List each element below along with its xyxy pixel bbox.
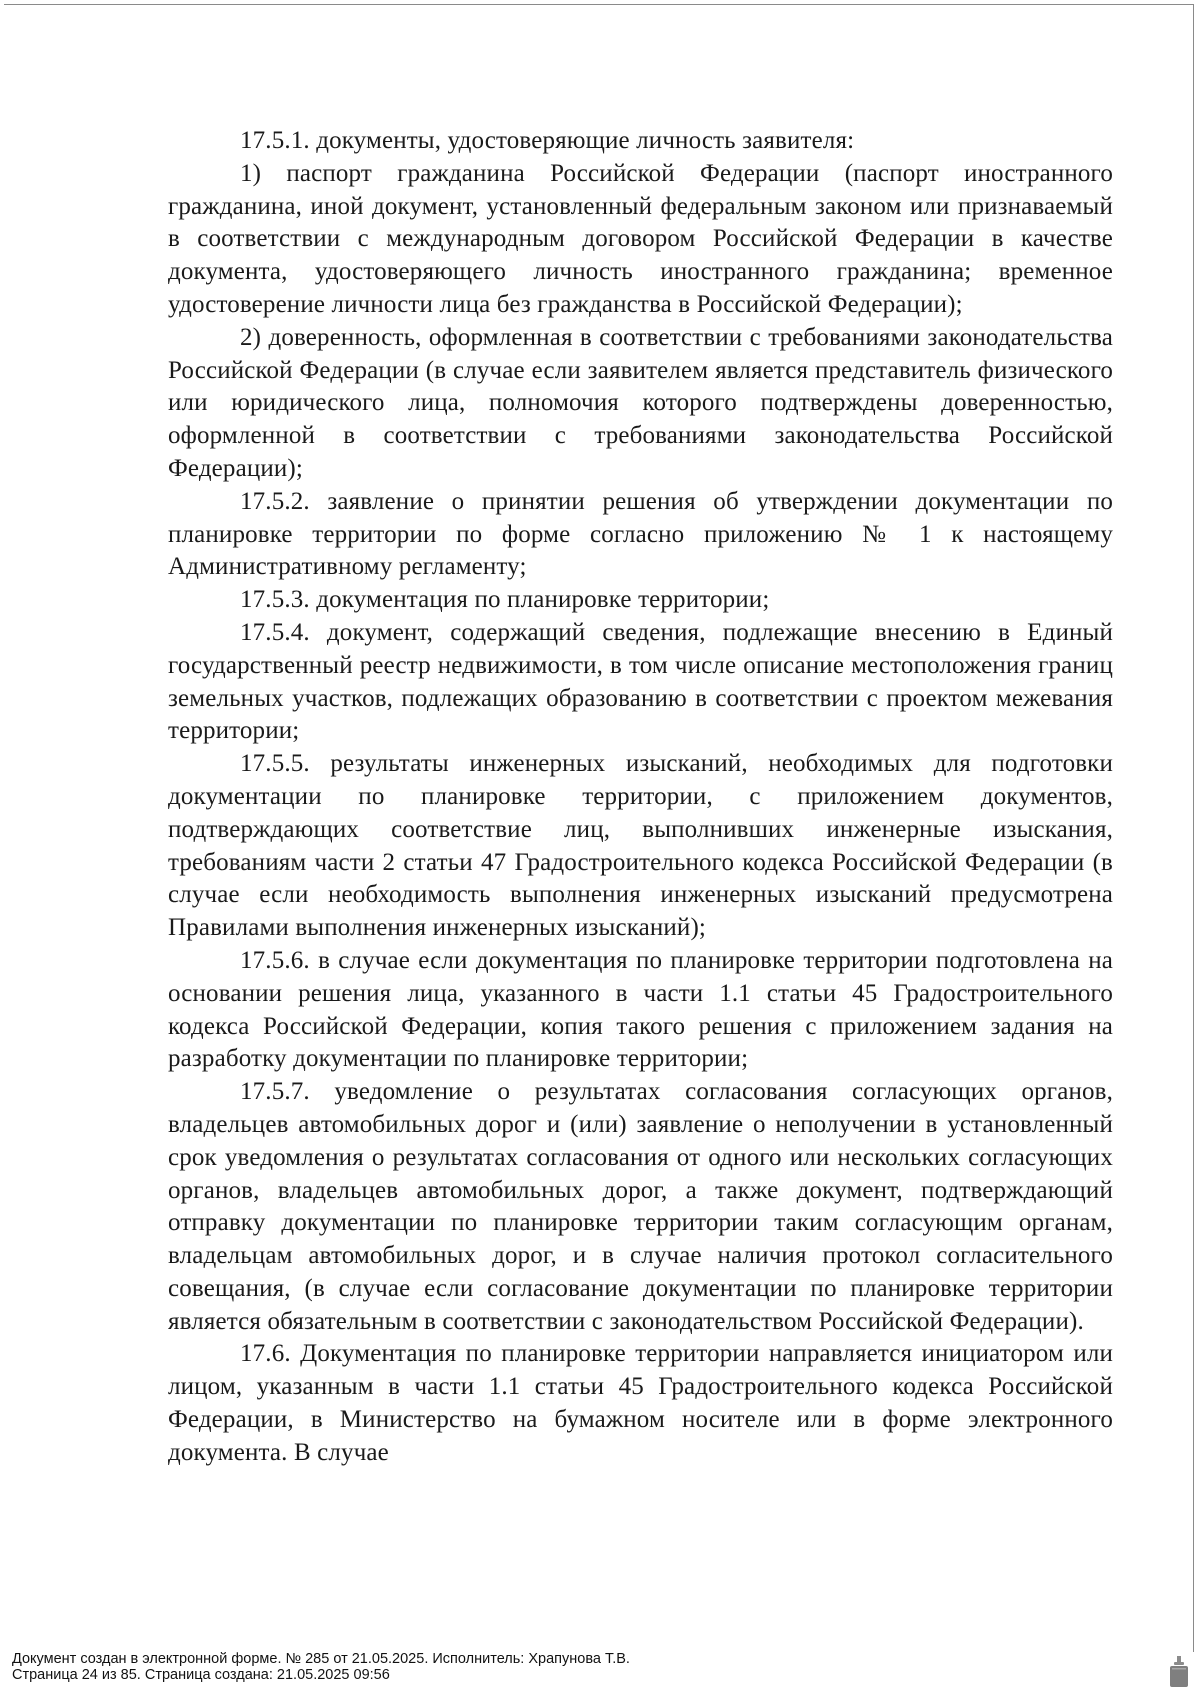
- paragraph-17-5-7: 17.5.7. уведомление о результатах согласования согласующих органов, владельцев автомобильных дорог и (или) заявление о неполучении в установленный срок уведомления о результатах согласования от одного или нескольких согласующих органов, владельцев автомобильных дорог, а также документ, подтверждающий отправку документации по планировке территории таким согласующим органам, владельцам автомобильных дорог, и в случае наличия протокол согласительного совещания, (в случае если согласование документации по планировке территории является обязательным в соответствии с законодательством Российской Федерации).: [168, 1078, 1113, 1335]
- document-stamp-icon: [1168, 1655, 1190, 1689]
- paragraph-17-5-2: 17.5.2. заявление о принятии решения об утверждении документации по планировке территории по форме согласно приложению № 1 к настоящему Административному регламенту;: [168, 487, 1113, 581]
- paragraph-17-5-6: 17.5.6. в случае если документация по планировке территории подготовлена на основании решения лица, указанного в части 1.1 статьи 45 Градостроительного кодекса Российской Федерации, копия такого решения с приложением задания на разработку документации по планировке территории;: [168, 946, 1113, 1073]
- footer-line-page-info: Страница 24 из 85. Страница создана: 21.05.2025 09:56: [12, 1667, 390, 1683]
- document-body: [168, 125, 1113, 1470]
- footer-line-document-info: Документ создан в электронной форме. № 285 от 21.05.2025. Исполнитель: Храпунова Т.В.: [12, 1651, 630, 1667]
- paragraph-17-5-1-item-1: 1) паспорт гражданина Российской Федерации (паспорт иностранного гражданина, иной документ, установленный федеральным законом или признаваемый в соответствии с международным договором Российской Федерации в качестве документа, удостоверяющего личность иностранного гражданина; временное удостоверение личности лица без гражданства в Российской Федерации);: [168, 159, 1113, 318]
- paragraph-17-5-3: 17.5.3. документация по планировке территории;: [240, 586, 770, 614]
- paragraph-17-6: 17.6. Документация по планировке территории направляется инициатором или лицом, указанным в части 1.1 статьи 45 Градостроительного кодекса Российской Федерации, в Министерство на бумажном носителе или в форме электронного документа. В случае: [168, 1340, 1113, 1466]
- document-footer: [12, 1651, 630, 1683]
- paragraph-17-5-4: 17.5.4. документ, содержащий сведения, подлежащие внесению в Единый государственный реестр недвижимости, в том числе описание местоположения границ земельных участков, подлежащих образованию в соответствии с проектом межевания территории;: [168, 618, 1113, 745]
- paragraph-17-5-1: 17.5.1. документы, удостоверяющие личность заявителя:: [240, 127, 855, 154]
- paragraph-17-5-1-item-2: 2) доверенность, оформленная в соответствии с требованиями законодательства Российской Федерации (в случае если заявителем является представитель физического или юридического лица, полномочия которого подтверждены доверенностью, оформленной в соответствии с требованиями законодательства Российской Федерации);: [168, 323, 1113, 482]
- paragraph-17-5-5: 17.5.5. результаты инженерных изысканий, необходимых для подготовки документации по планировке территории, с приложением документов, подтверждающих соответствие лиц, выполнивших инженерные изыскания, требованиям части 2 статьи 47 Градостроительного кодекса Российской Федерации (в случае если необходимость выполнения инженерных изысканий предусмотрена Правилами выполнения инженерных изысканий);: [168, 750, 1113, 942]
